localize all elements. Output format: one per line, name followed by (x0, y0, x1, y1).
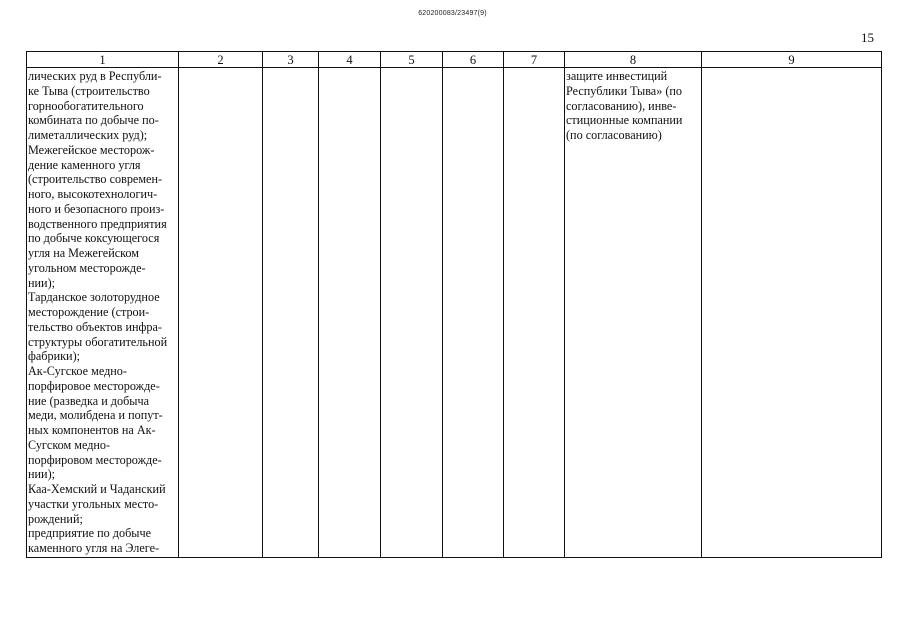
column-header: 6 (443, 52, 504, 68)
cell-col-4 (319, 68, 381, 558)
data-table (26, 51, 882, 558)
column-header: 9 (702, 52, 882, 68)
text-line: ке Тыва (строительство (28, 83, 150, 98)
text-line: ние (разведка и добыча (28, 393, 149, 408)
cell-col-1 (27, 68, 179, 558)
text-line: порфировое месторожде- (28, 378, 160, 393)
text-line: лиметаллических руд); (28, 128, 148, 142)
column-header: 4 (319, 52, 381, 68)
text-line: каменного угля на Элеге- (28, 541, 160, 555)
text-line: Межегейское месторож- (28, 142, 155, 157)
text-line: угля на Межегейском (28, 246, 139, 260)
text-line: (по согласованию) (566, 128, 662, 142)
text-line: Республики Тыва» (по (566, 83, 683, 98)
text-line: комбината по добыче по- (28, 113, 159, 128)
column-header: 8 (565, 52, 702, 68)
text-line: месторождение (строи- (28, 305, 150, 319)
text-line: лических руд в Республи- (28, 69, 162, 83)
text-line: водственного предприятия (28, 216, 167, 231)
cell-col-8 (565, 68, 702, 558)
text-line: стиционные компании (566, 113, 683, 128)
page-number: 15 (861, 30, 874, 45)
text-line: Сугском медно- (28, 437, 111, 452)
cell-col-5 (381, 68, 443, 558)
text-line: фабрики); (28, 349, 81, 364)
document-id: 620200083/23497(9) (418, 10, 487, 17)
text-line: рождений; (28, 511, 83, 526)
text-line: Каа-Хемский и Чаданский (28, 482, 166, 496)
text-line: ных компонентов на Ак- (28, 423, 156, 437)
text-line: согласованию), инве- (566, 98, 677, 113)
text-line: защите инвестиций (566, 69, 668, 83)
cell-col-7 (504, 68, 565, 558)
text-line: нии); (28, 275, 56, 290)
table-row (27, 68, 882, 558)
column-header: 3 (263, 52, 319, 68)
table-header-row (27, 52, 882, 68)
text-line: тельство объектов инфра- (28, 319, 162, 334)
column-1-text (27, 68, 178, 556)
text-line: Тарданское золоторудное (28, 290, 160, 305)
text-line: ного и безопасного произ- (28, 201, 165, 216)
text-line: горнообогатительного (28, 98, 144, 113)
cell-col-2 (179, 68, 263, 558)
cell-col-9 (702, 68, 882, 558)
cell-col-3 (263, 68, 319, 558)
text-line: дение каменного угля (28, 157, 141, 172)
column-header: 7 (504, 52, 565, 68)
text-line: участки угольных место- (28, 496, 159, 511)
column-header: 2 (179, 52, 263, 68)
text-line: Ак-Сугское медно- (28, 364, 127, 378)
text-line: структуры обогатительной (28, 334, 168, 349)
column-header: 1 (27, 52, 179, 68)
column-header: 5 (381, 52, 443, 68)
text-line: ного, высокотехнологич- (28, 187, 158, 201)
text-line: по добыче коксующегося (28, 231, 160, 246)
text-line: (строительство современ- (28, 172, 163, 187)
text-line: меди, молибдена и попут- (28, 408, 163, 423)
text-line: угольном месторожде- (28, 260, 146, 275)
text-line: нии); (28, 467, 56, 482)
column-8-text (565, 68, 701, 143)
cell-col-6 (443, 68, 504, 558)
text-line: предприятие по добыче (28, 526, 151, 541)
text-line: порфировом месторожде- (28, 452, 162, 467)
